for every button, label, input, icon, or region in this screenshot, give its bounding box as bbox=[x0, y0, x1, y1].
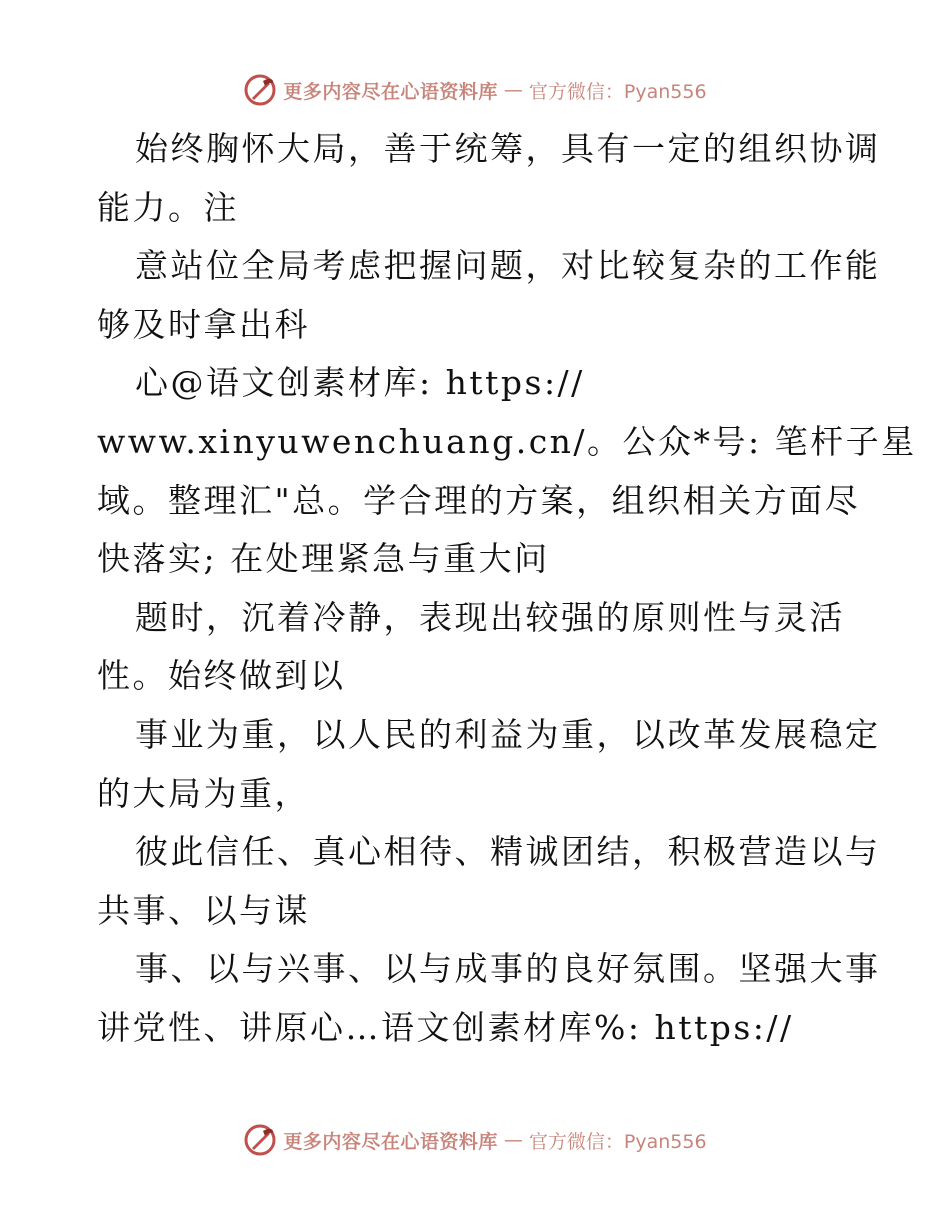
body-line: 彼此信任、真心相待、精诚团结，积极营造以与 bbox=[135, 832, 881, 872]
footer-promo-text: 更多内容尽在心语资料库 bbox=[283, 1130, 498, 1153]
footer-banner bbox=[0, 1122, 950, 1158]
body-line: 事业为重，以人民的利益为重，以改革发展稳定 bbox=[135, 714, 881, 754]
body-line: 心@语文创素材库: https:// bbox=[135, 363, 585, 403]
body-line: 够及时拿出科 bbox=[97, 304, 310, 344]
body-line: 事、以与兴事、以与成事的良好氛围。坚强大事 bbox=[135, 949, 881, 989]
header-separator: — bbox=[503, 79, 523, 101]
footer-wechat-text: 官方微信：Pyan556 bbox=[528, 1130, 707, 1153]
quill-logo-icon bbox=[243, 1123, 277, 1157]
body-line: www.xinyuwenchuang.cn/。公众*号: 笔杆子星 bbox=[97, 421, 917, 461]
quill-logo-icon bbox=[243, 73, 277, 107]
body-line: 快落实; 在处理紧急与重大问 bbox=[97, 539, 550, 579]
body-line: 题时，沉着冷静，表现出较强的原则性与灵活 bbox=[135, 597, 845, 637]
body-line: 意站位全局考虑把握问题，对比较复杂的工作能 bbox=[135, 246, 881, 286]
header-banner bbox=[0, 72, 950, 108]
body-line: 性。始终做到以 bbox=[97, 656, 346, 696]
header-wechat-text: 官方微信：Pyan556 bbox=[528, 80, 707, 103]
body-line: 共事、以与谋 bbox=[97, 890, 310, 930]
body-line: 能力。注 bbox=[97, 187, 239, 227]
footer-separator: — bbox=[503, 1129, 523, 1151]
body-line: 域。整理汇"总。学合理的方案，组织相关方面尽 bbox=[97, 480, 861, 520]
document-body bbox=[97, 120, 917, 1058]
body-line: 讲党性、讲原心…语文创素材库%: https:// bbox=[97, 1007, 794, 1047]
body-line: 始终胸怀大局，善于统筹，具有一定的组织协调 bbox=[135, 129, 881, 168]
header-promo-text: 更多内容尽在心语资料库 bbox=[283, 80, 498, 103]
body-line: 的大局为重， bbox=[97, 773, 310, 813]
